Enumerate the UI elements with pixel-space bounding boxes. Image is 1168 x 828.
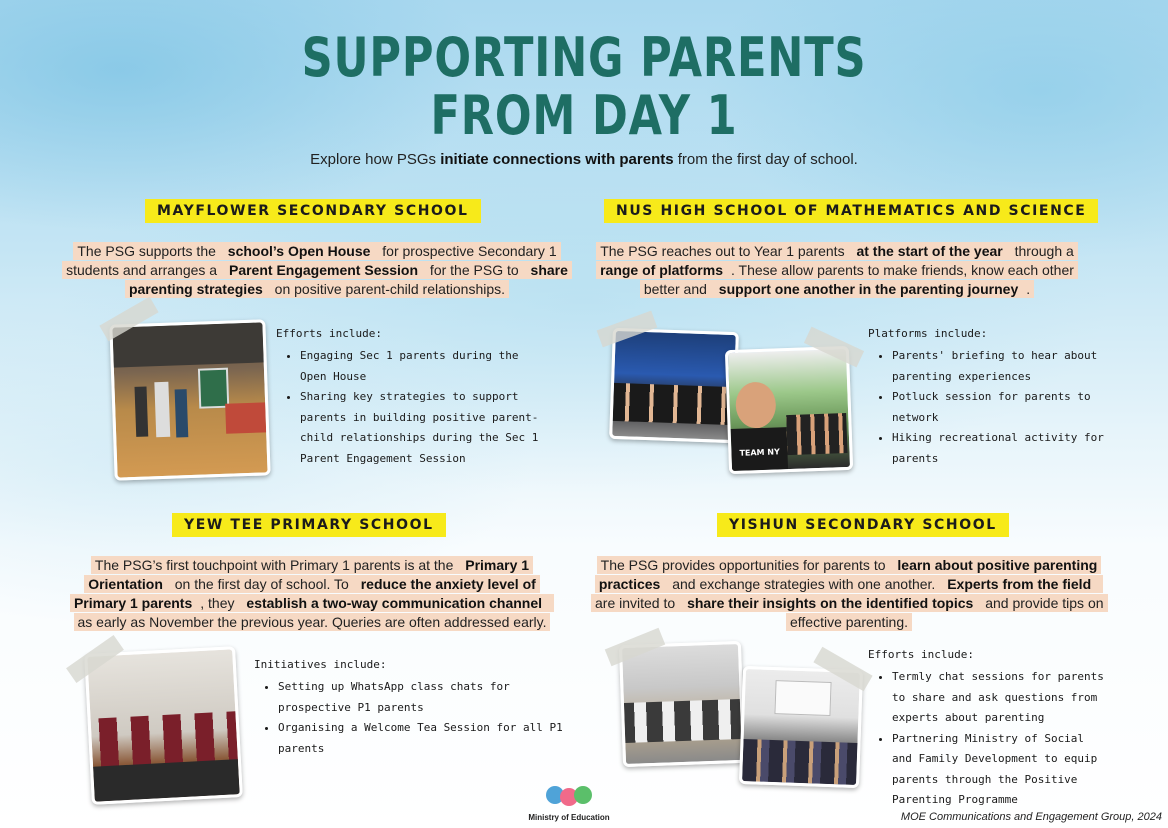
list-item: • Potluck session for parents to network <box>892 387 1108 428</box>
school-heading-yewtee: YEW TEE PRIMARY SCHOOL <box>172 513 446 537</box>
list-item: • Engaging Sec 1 parents during the Open House <box>300 346 546 387</box>
school-heading-yishun: YISHUN SECONDARY SCHOOL <box>717 513 1009 537</box>
description-nus: The PSG reaches out to Year 1 parents at the start of the year through a range of platforms . These allow parents to make friends, know each other better and support one another in the parenting journey . <box>583 242 1091 299</box>
intro-text: Explore how PSGs initiate connections with parents from the first day of school. <box>310 151 858 168</box>
photo-nus-group <box>609 328 739 443</box>
description-mayflower: The PSG supports the school’s Open House for prospective Secondary 1 students and arranges a Parent Engagement Session for the PSG to share parenting strategies on positive parent-child relationships. <box>50 242 584 299</box>
photo-open-house <box>109 319 270 480</box>
list-heading: Efforts include: <box>868 648 974 661</box>
school-heading-nus: NUS HIGH SCHOOL OF MATHEMATICS AND SCIENCE <box>604 199 1098 223</box>
list-item: • Hiking recreational activity for parents <box>892 428 1108 469</box>
moe-logo-text: Ministry of Education <box>528 813 610 822</box>
list-mayflower <box>276 327 546 469</box>
description-yishun: The PSG provides opportunities for parents to learn about positive parenting practices and exchange strategies with one another. Experts from the field are invited to share their insights on the identified topics and provide tips on effective parenting. <box>591 556 1107 632</box>
credit-line: MOE Communications and Engagement Group, 2024 <box>900 811 1162 823</box>
list-item: • Partnering Ministry of Social and Family Development to equip parents through the Positive Parenting Programme <box>892 729 1108 811</box>
list-heading: Platforms include: <box>868 327 988 340</box>
list-item: • Termly chat sessions for parents to share and ask questions from experts about parenting <box>892 667 1108 729</box>
list-item: • Sharing key strategies to support parents in building positive parent-child relationships during the Sec 1 Parent Engagement Session <box>300 387 546 469</box>
photo-orientation <box>84 646 243 805</box>
list-yishun <box>868 648 1108 811</box>
page-title-line-1: SUPPORTING PARENTS <box>301 26 867 89</box>
list-heading: Efforts include: <box>276 327 382 340</box>
photo-nus-hike: TEAM NY <box>725 346 853 474</box>
photo-yishun-talk <box>739 666 863 788</box>
school-heading-mayflower: MAYFLOWER SECONDARY SCHOOL <box>145 199 481 223</box>
list-item: • Organising a Welcome Tea Session for all P1 parents <box>278 718 564 759</box>
list-heading: Initiatives include: <box>254 658 387 671</box>
psg-logo <box>544 784 594 808</box>
list-nus <box>868 327 1108 469</box>
page-title-line-2: FROM DAY 1 <box>430 84 738 147</box>
photo-yishun-room <box>619 641 745 767</box>
description-yewtee: The PSG’s first touchpoint with Primary 1 parents is at the Primary 1 Orientation on the first day of school. To reduce the anxiety level of Primary 1 parents , they establish a two-way communication channel as early as November the previous year. Queries are often addressed early. <box>64 556 560 632</box>
list-yewtee <box>254 658 564 759</box>
list-item: • Setting up WhatsApp class chats for prospective P1 parents <box>278 677 564 718</box>
list-item: • Parents' briefing to hear about parenting experiences <box>892 346 1108 387</box>
